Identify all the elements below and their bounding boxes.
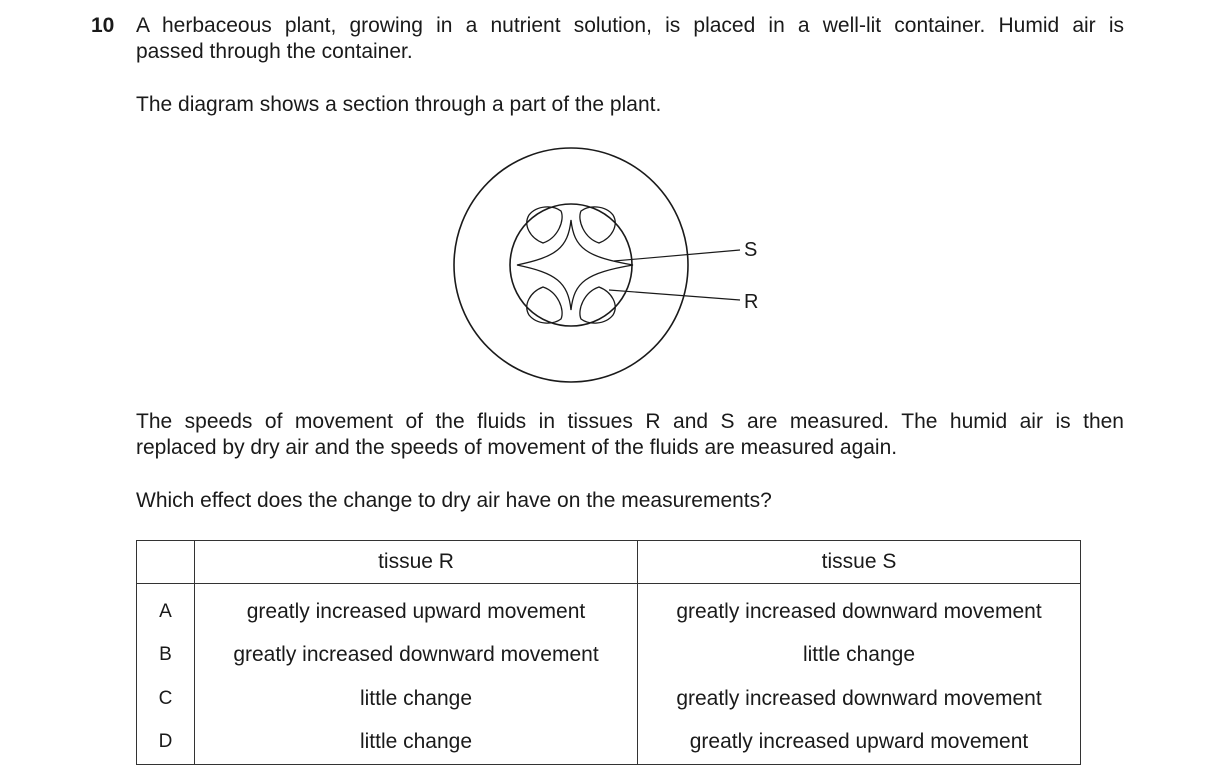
table-row <box>137 721 1081 765</box>
header-tissue-s: tissue S <box>638 541 1081 584</box>
option-letter: A <box>137 584 195 634</box>
label-line-r <box>609 290 740 300</box>
tissue-s-cell: greatly increased downward movement <box>638 677 1081 721</box>
option-letter: C <box>137 677 195 721</box>
tissue-r-cell: greatly increased upward movement <box>195 584 638 634</box>
tissue-r-cell: little change <box>195 721 638 765</box>
phloem-patch-top-left <box>527 207 562 243</box>
header-tissue-r: tissue R <box>195 541 638 584</box>
label-line-s <box>614 250 740 261</box>
phloem-patch-bottom-right <box>580 287 615 323</box>
label-r: R <box>744 291 759 313</box>
xylem-star <box>517 220 633 310</box>
measurement-text <box>136 409 1124 461</box>
tissue-r-cell: greatly increased downward movement <box>195 634 638 678</box>
tissue-s-cell: little change <box>638 634 1081 678</box>
phloem-patch-top-right <box>580 207 615 243</box>
phloem-patch-bottom-left <box>527 287 562 323</box>
answer-table <box>136 540 1081 765</box>
diagram-caption: The diagram shows a section through a part of the plant. <box>136 93 662 116</box>
outer-circle <box>454 148 688 382</box>
intro-line-1: A herbaceous plant, growing in a nutrient solution, is placed in a well-lit container. Humid air is <box>136 14 1124 37</box>
table-row <box>137 634 1081 678</box>
option-letter: D <box>137 721 195 765</box>
label-s: S <box>744 239 758 261</box>
table-row <box>137 584 1081 634</box>
measurement-line-1: The speeds of movement of the fluids in tissues R and S are measured. The humid air is then <box>136 410 1124 433</box>
tissue-s-cell: greatly increased upward movement <box>638 721 1081 765</box>
question-intro <box>136 13 1124 65</box>
question-number: 10 <box>91 14 115 37</box>
header-option <box>137 541 195 584</box>
intro-line-2: passed through the container. <box>136 40 413 63</box>
table-header-row <box>137 541 1081 584</box>
tissue-r-cell: little change <box>195 677 638 721</box>
table-row <box>137 677 1081 721</box>
tissue-s-cell: greatly increased downward movement <box>638 584 1081 634</box>
plant-section-diagram <box>430 140 790 390</box>
question-prompt: Which effect does the change to dry air have on the measurements? <box>136 489 772 512</box>
option-letter: B <box>137 634 195 678</box>
measurement-line-2: replaced by dry air and the speeds of movement of the fluids are measured again. <box>136 436 898 459</box>
